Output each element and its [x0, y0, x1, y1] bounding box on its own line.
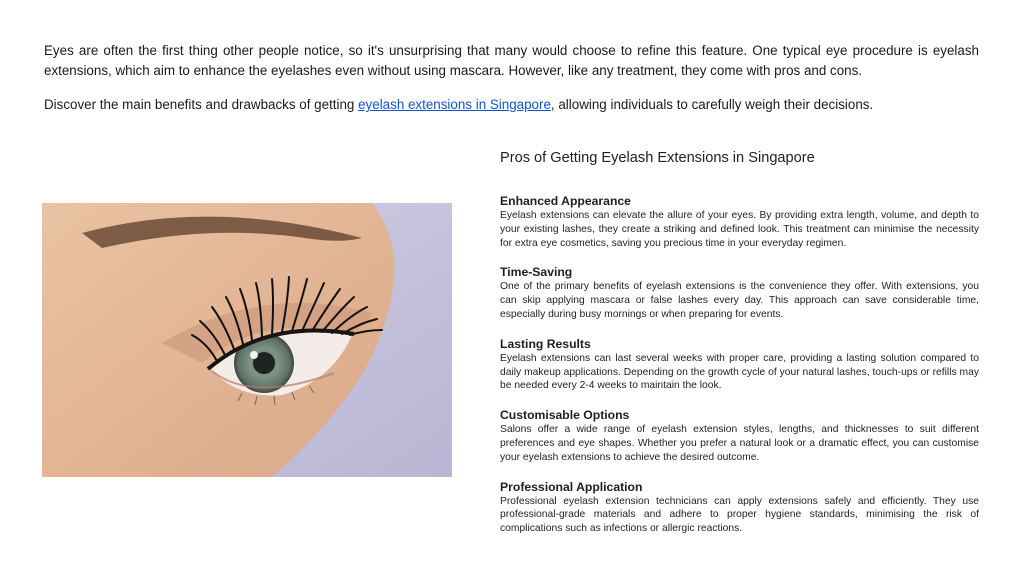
- eye-illustration-icon: [42, 203, 452, 477]
- pro-heading: Enhanced Appearance: [500, 194, 631, 208]
- intro-paragraph-2-tail: , allowing individuals to carefully weigh their decisions.: [550, 97, 874, 112]
- pro-heading: Time-Saving: [500, 265, 573, 280]
- pro-item-professional-application: [500, 480, 979, 536]
- pros-list: [500, 194, 979, 551]
- intro-text: [44, 41, 979, 115]
- intro-paragraph-2: [44, 95, 979, 115]
- eyelash-extensions-link[interactable]: eyelash extensions in Singapore: [358, 97, 551, 112]
- pro-body: Eyelash extensions can last several weeks with proper care, providing a lasting solution compared to daily makeup applications. Depending on the growth cycle of your natural lashes, touch-ups or refills may be needed every 2-4 weeks to maintain the look.: [500, 352, 979, 392]
- section-title: Pros of Getting Eyelash Extensions in Singapore: [500, 150, 815, 166]
- eye-photo: [42, 203, 452, 477]
- pro-heading: Customisable Options: [500, 408, 630, 423]
- pro-body: Salons offer a wide range of eyelash extension styles, lengths, and thicknesses to suit different preferences and eye shapes. Whether you prefer a natural look or a dramatic effect, you can customise your eyelash extensions to achieve the desired outcome.: [500, 424, 979, 463]
- intro-paragraph-1: Eyes are often the first thing other people notice, so it's unsurprising that many would choose to refine this feature. One typical eye procedure is eyelash extensions, which aim to enhance the eyelashes even without using mascara. However, like any treatment, they come with pros and cons.: [44, 43, 979, 78]
- pro-item-time-saving: [500, 265, 979, 321]
- pro-item-lasting-results: [500, 337, 979, 393]
- pro-body: Eyelash extensions can elevate the allure of your eyes. By providing extra length, volume, and depth to your existing lashes, they create a striking and defined look. This treatment can minimise the necessity for extra eye cosmetics, saving you precious time in your everyday regimen.: [500, 210, 979, 249]
- pro-item-enhanced-appearance: [500, 194, 979, 250]
- pro-body: Professional eyelash extension technicians can apply extensions safely and efficiently. They use professional-grade materials and adhere to proper hygiene standards, minimising the risk of complications such as infections or allergic reactions.: [500, 495, 979, 535]
- pro-body: One of the primary benefits of eyelash extensions is the convenience they offer. With extensions, you can skip applying mascara or false lashes every day. This approach can save considerable time, especially during busy mornings or when preparing for events.: [500, 281, 979, 320]
- pro-heading: Lasting Results: [500, 336, 591, 351]
- pro-heading: Professional Application: [500, 479, 643, 494]
- pro-item-customisable-options: [500, 408, 979, 464]
- intro-paragraph-2-lead: Discover the main benefits and drawbacks of getting: [44, 97, 359, 112]
